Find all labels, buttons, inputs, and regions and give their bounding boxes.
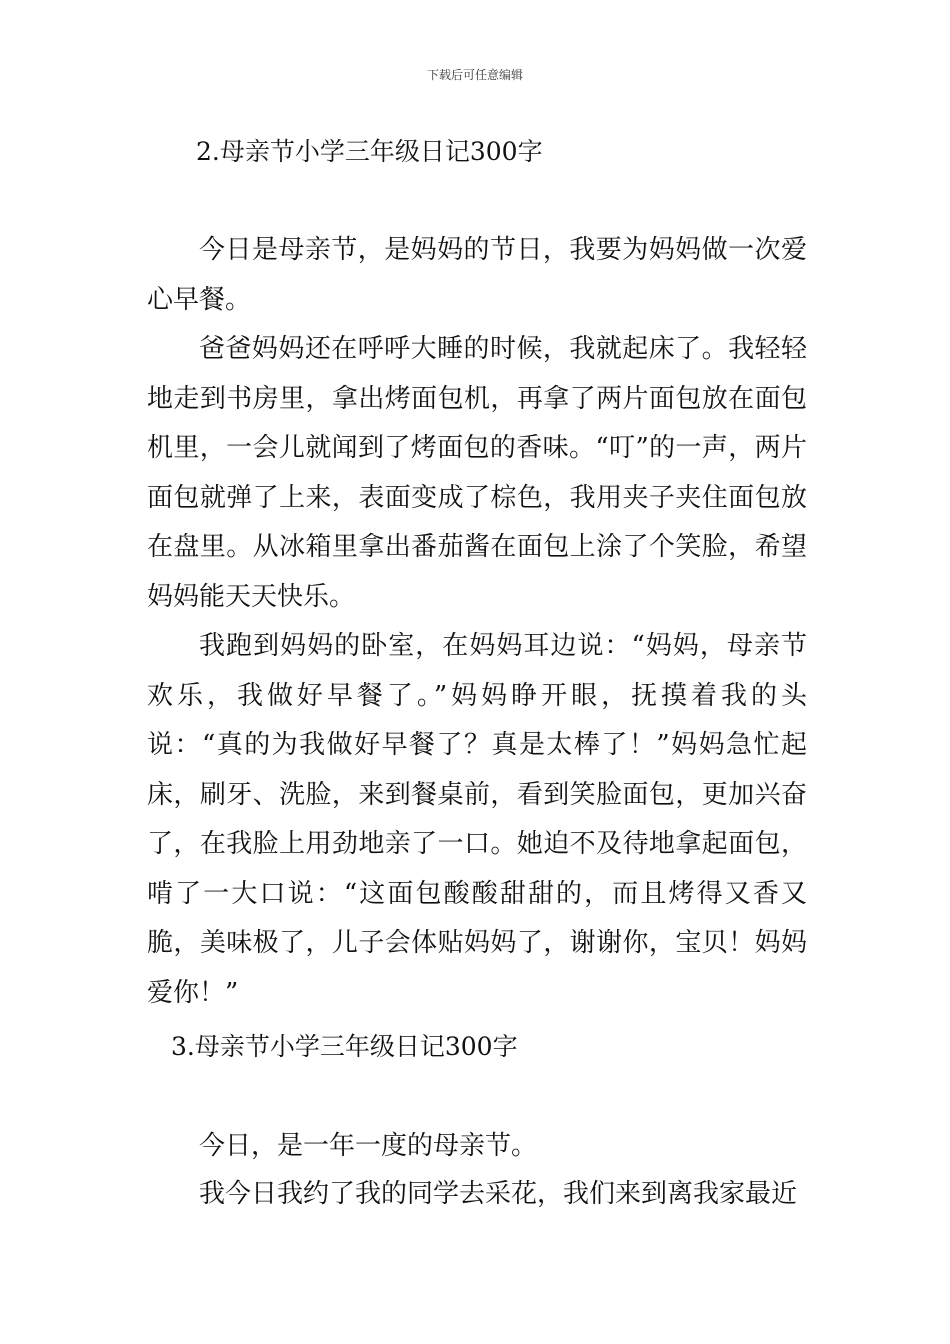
section-heading-3: 3.母亲节小学三年级日记300字 (171, 1032, 518, 1061)
paragraph: 今日是母亲节，是妈妈的节日，我要为妈妈做一次爱心早餐。 (147, 235, 807, 315)
paragraph: 我今日我约了我的同学去采花，我们来到离我家最近 (199, 1179, 798, 1209)
paragraph: 我跑到妈妈的卧室，在妈妈耳边说：“妈妈，母亲节欢乐，我做好早餐了。”妈妈睁开眼，抚摸着我的头说：“真的为我做好早餐了？真是太棒了！”妈妈急忙起床，刷牙、洗脸，来到餐桌前，看到笑脸面包，更加兴奋了，在我脸上用劲地亲了一口。她迫不及待地拿起面包，啃了一大口说：“这面包酸酸甜甜的，而且烤得又香又脆，美味极了，儿子会体贴妈妈了，谢谢你，宝贝！妈妈爱你！” (147, 631, 807, 1008)
paragraph: 今日，是一年一度的母亲节。 (199, 1131, 538, 1161)
section-heading-2: 2.母亲节小学三年级日记300字 (196, 137, 543, 166)
paragraph: 爸爸妈妈还在呼呼大睡的时候，我就起床了。我轻轻地走到书房里，拿出烤面包机，再拿了两片面包放在面包机里，一会儿就闻到了烤面包的香味。“叮”的一声，两片面包就弹了上来，表面变成了棕色，我用夹子夹住面包放在盘里。从冰箱里拿出番茄酱在面包上涂了个笑脸，希望妈妈能天天快乐。 (147, 334, 807, 612)
page-header-note: 下载后可任意编辑 (426, 68, 523, 82)
